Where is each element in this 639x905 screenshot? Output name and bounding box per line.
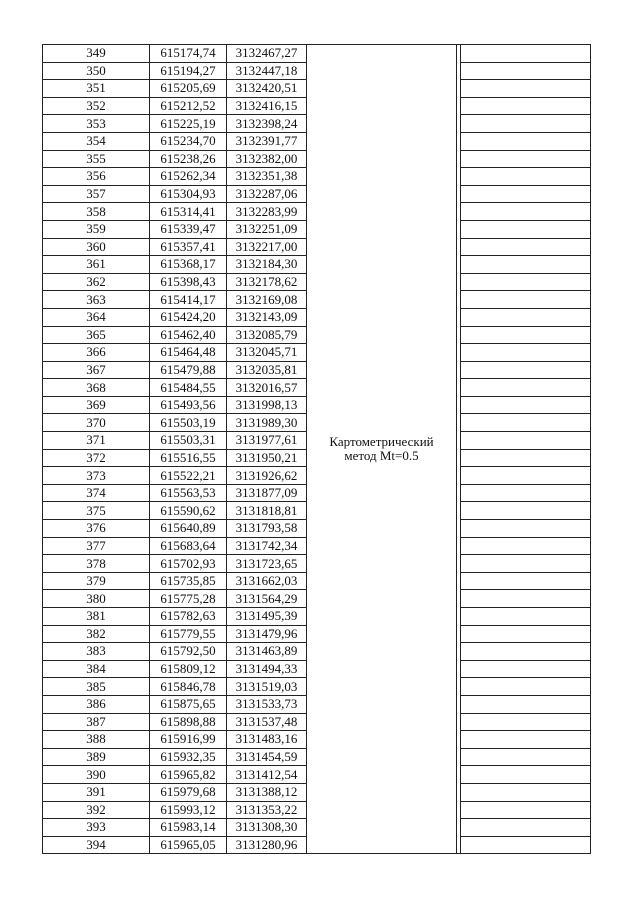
x-coordinate-cell: 615414,17	[150, 291, 227, 309]
point-number-cell: 381	[43, 608, 150, 626]
x-coordinate-cell: 615464,48	[150, 344, 227, 362]
x-coordinate-cell: 615212,52	[150, 97, 227, 115]
point-number-cell: 388	[43, 731, 150, 749]
method-text-line: метод Mt=0.5	[344, 448, 419, 464]
x-coordinate-cell: 615503,31	[150, 432, 227, 450]
empty-cell	[461, 467, 591, 485]
x-coordinate-cell: 615782,63	[150, 608, 227, 626]
y-coordinate-cell: 3131519,03	[227, 678, 307, 696]
y-coordinate-cell: 3131280,96	[227, 836, 307, 854]
y-coordinate-cell: 3131494,33	[227, 660, 307, 678]
x-coordinate-cell: 615194,27	[150, 62, 227, 80]
point-number-cell: 393	[43, 819, 150, 837]
x-coordinate-cell: 615735,85	[150, 572, 227, 590]
y-coordinate-cell: 3131479,96	[227, 625, 307, 643]
empty-cell	[461, 238, 591, 256]
y-coordinate-cell: 3132416,15	[227, 97, 307, 115]
empty-cell	[461, 502, 591, 520]
x-coordinate-cell: 615314,41	[150, 203, 227, 221]
x-coordinate-cell: 615238,26	[150, 150, 227, 168]
y-coordinate-cell: 3132143,09	[227, 308, 307, 326]
point-number-cell: 371	[43, 432, 150, 450]
empty-cell	[461, 678, 591, 696]
point-number-cell: 365	[43, 326, 150, 344]
y-coordinate-cell: 3132420,51	[227, 80, 307, 98]
coordinates-table-body	[43, 45, 591, 854]
y-coordinate-cell: 3131877,09	[227, 484, 307, 502]
point-number-cell: 382	[43, 625, 150, 643]
empty-cell	[461, 256, 591, 274]
point-number-cell: 358	[43, 203, 150, 221]
empty-cell	[461, 819, 591, 837]
point-number-cell: 380	[43, 590, 150, 608]
y-coordinate-cell: 3131483,16	[227, 731, 307, 749]
empty-cell	[461, 80, 591, 98]
y-coordinate-cell: 3132382,00	[227, 150, 307, 168]
point-number-cell: 372	[43, 449, 150, 467]
point-number-cell: 359	[43, 220, 150, 238]
empty-cell	[461, 625, 591, 643]
x-coordinate-cell: 615262,34	[150, 168, 227, 186]
empty-cell	[461, 449, 591, 467]
empty-cell	[461, 414, 591, 432]
empty-cell	[461, 344, 591, 362]
empty-cell	[461, 572, 591, 590]
x-coordinate-cell: 615916,99	[150, 731, 227, 749]
y-coordinate-cell: 3131723,65	[227, 555, 307, 573]
point-number-cell: 391	[43, 783, 150, 801]
point-number-cell: 366	[43, 344, 150, 362]
y-coordinate-cell: 3132035,81	[227, 361, 307, 379]
empty-cell	[461, 132, 591, 150]
x-coordinate-cell: 615775,28	[150, 590, 227, 608]
point-number-cell: 361	[43, 256, 150, 274]
y-coordinate-cell: 3131662,03	[227, 572, 307, 590]
empty-cell	[461, 220, 591, 238]
empty-cell	[461, 326, 591, 344]
point-number-cell: 377	[43, 537, 150, 555]
y-coordinate-cell: 3132351,38	[227, 168, 307, 186]
x-coordinate-cell: 615898,88	[150, 713, 227, 731]
x-coordinate-cell: 615398,43	[150, 273, 227, 291]
point-number-cell: 350	[43, 62, 150, 80]
method-text-line: Картометрический	[329, 434, 434, 450]
x-coordinate-cell: 615979,68	[150, 783, 227, 801]
empty-cell	[461, 97, 591, 115]
point-number-cell: 384	[43, 660, 150, 678]
point-number-cell: 394	[43, 836, 150, 854]
y-coordinate-cell: 3131818,81	[227, 502, 307, 520]
point-number-cell: 369	[43, 396, 150, 414]
point-number-cell: 362	[43, 273, 150, 291]
point-number-cell: 386	[43, 695, 150, 713]
point-number-cell: 387	[43, 713, 150, 731]
point-number-cell: 376	[43, 520, 150, 538]
empty-cell	[461, 783, 591, 801]
y-coordinate-cell: 3131533,73	[227, 695, 307, 713]
x-coordinate-cell: 615234,70	[150, 132, 227, 150]
y-coordinate-cell: 3131353,22	[227, 801, 307, 819]
point-number-cell: 353	[43, 115, 150, 133]
empty-cell	[461, 713, 591, 731]
empty-cell	[461, 555, 591, 573]
x-coordinate-cell: 615462,40	[150, 326, 227, 344]
x-coordinate-cell: 615779,55	[150, 625, 227, 643]
point-number-cell: 383	[43, 643, 150, 661]
x-coordinate-cell: 615983,14	[150, 819, 227, 837]
point-number-cell: 349	[43, 45, 150, 63]
point-number-cell: 354	[43, 132, 150, 150]
y-coordinate-cell: 3131998,13	[227, 396, 307, 414]
y-coordinate-cell: 3132398,24	[227, 115, 307, 133]
empty-cell	[461, 748, 591, 766]
x-coordinate-cell: 615503,19	[150, 414, 227, 432]
y-coordinate-cell: 3131495,39	[227, 608, 307, 626]
empty-cell	[461, 520, 591, 538]
y-coordinate-cell: 3131989,30	[227, 414, 307, 432]
point-number-cell: 392	[43, 801, 150, 819]
x-coordinate-cell: 615424,20	[150, 308, 227, 326]
method-cell	[307, 45, 457, 854]
x-coordinate-cell: 615683,64	[150, 537, 227, 555]
y-coordinate-cell: 3132045,71	[227, 344, 307, 362]
point-number-cell: 379	[43, 572, 150, 590]
empty-cell	[461, 185, 591, 203]
empty-cell	[461, 361, 591, 379]
y-coordinate-cell: 3131793,58	[227, 520, 307, 538]
empty-cell	[461, 731, 591, 749]
x-coordinate-cell: 615174,74	[150, 45, 227, 63]
x-coordinate-cell: 615932,35	[150, 748, 227, 766]
empty-cell	[461, 836, 591, 854]
point-number-cell: 363	[43, 291, 150, 309]
point-number-cell: 352	[43, 97, 150, 115]
x-coordinate-cell: 615640,89	[150, 520, 227, 538]
empty-cell	[461, 273, 591, 291]
y-coordinate-cell: 3132467,27	[227, 45, 307, 63]
empty-cell	[461, 695, 591, 713]
y-coordinate-cell: 3131742,34	[227, 537, 307, 555]
x-coordinate-cell: 615590,62	[150, 502, 227, 520]
empty-cell	[461, 150, 591, 168]
y-coordinate-cell: 3132178,62	[227, 273, 307, 291]
y-coordinate-cell: 3132447,18	[227, 62, 307, 80]
y-coordinate-cell: 3131454,59	[227, 748, 307, 766]
x-coordinate-cell: 615846,78	[150, 678, 227, 696]
x-coordinate-cell: 615205,69	[150, 80, 227, 98]
empty-cell	[461, 45, 591, 63]
x-coordinate-cell: 615225,19	[150, 115, 227, 133]
coordinates-table	[42, 44, 591, 854]
y-coordinate-cell: 3131308,30	[227, 819, 307, 837]
y-coordinate-cell: 3132184,30	[227, 256, 307, 274]
empty-cell	[461, 537, 591, 555]
empty-cell	[461, 590, 591, 608]
x-coordinate-cell: 615965,82	[150, 766, 227, 784]
y-coordinate-cell: 3132016,57	[227, 379, 307, 397]
x-coordinate-cell: 615484,55	[150, 379, 227, 397]
x-coordinate-cell: 615563,53	[150, 484, 227, 502]
empty-cell	[461, 608, 591, 626]
table-row	[43, 45, 591, 63]
y-coordinate-cell: 3132251,09	[227, 220, 307, 238]
y-coordinate-cell: 3132283,99	[227, 203, 307, 221]
point-number-cell: 375	[43, 502, 150, 520]
point-number-cell: 357	[43, 185, 150, 203]
y-coordinate-cell: 3131950,21	[227, 449, 307, 467]
x-coordinate-cell: 615792,50	[150, 643, 227, 661]
empty-cell	[461, 432, 591, 450]
empty-cell	[461, 643, 591, 661]
x-coordinate-cell: 615304,93	[150, 185, 227, 203]
point-number-cell: 351	[43, 80, 150, 98]
empty-cell	[461, 291, 591, 309]
point-number-cell: 370	[43, 414, 150, 432]
point-number-cell: 385	[43, 678, 150, 696]
y-coordinate-cell: 3131388,12	[227, 783, 307, 801]
y-coordinate-cell: 3132287,06	[227, 185, 307, 203]
point-number-cell: 390	[43, 766, 150, 784]
point-number-cell: 355	[43, 150, 150, 168]
empty-cell	[461, 115, 591, 133]
point-number-cell: 373	[43, 467, 150, 485]
x-coordinate-cell: 615965,05	[150, 836, 227, 854]
x-coordinate-cell: 615702,93	[150, 555, 227, 573]
point-number-cell: 368	[43, 379, 150, 397]
empty-cell	[461, 484, 591, 502]
empty-cell	[461, 168, 591, 186]
x-coordinate-cell: 615339,47	[150, 220, 227, 238]
y-coordinate-cell: 3131564,29	[227, 590, 307, 608]
point-number-cell: 374	[43, 484, 150, 502]
y-coordinate-cell: 3131463,89	[227, 643, 307, 661]
y-coordinate-cell: 3131926,62	[227, 467, 307, 485]
y-coordinate-cell: 3132169,08	[227, 291, 307, 309]
point-number-cell: 364	[43, 308, 150, 326]
y-coordinate-cell: 3132217,00	[227, 238, 307, 256]
y-coordinate-cell: 3131412,54	[227, 766, 307, 784]
x-coordinate-cell: 615993,12	[150, 801, 227, 819]
point-number-cell: 356	[43, 168, 150, 186]
y-coordinate-cell: 3132085,79	[227, 326, 307, 344]
x-coordinate-cell: 615516,55	[150, 449, 227, 467]
y-coordinate-cell: 3131537,48	[227, 713, 307, 731]
point-number-cell: 378	[43, 555, 150, 573]
point-number-cell: 367	[43, 361, 150, 379]
x-coordinate-cell: 615522,21	[150, 467, 227, 485]
point-number-cell: 389	[43, 748, 150, 766]
x-coordinate-cell: 615357,41	[150, 238, 227, 256]
empty-cell	[461, 308, 591, 326]
empty-cell	[461, 379, 591, 397]
empty-cell	[461, 660, 591, 678]
empty-cell	[461, 396, 591, 414]
x-coordinate-cell: 615479,88	[150, 361, 227, 379]
empty-cell	[461, 203, 591, 221]
empty-cell	[461, 801, 591, 819]
x-coordinate-cell: 615875,65	[150, 695, 227, 713]
empty-cell	[461, 62, 591, 80]
empty-cell	[461, 766, 591, 784]
x-coordinate-cell: 615368,17	[150, 256, 227, 274]
y-coordinate-cell: 3132391,77	[227, 132, 307, 150]
y-coordinate-cell: 3131977,61	[227, 432, 307, 450]
x-coordinate-cell: 615809,12	[150, 660, 227, 678]
point-number-cell: 360	[43, 238, 150, 256]
x-coordinate-cell: 615493,56	[150, 396, 227, 414]
